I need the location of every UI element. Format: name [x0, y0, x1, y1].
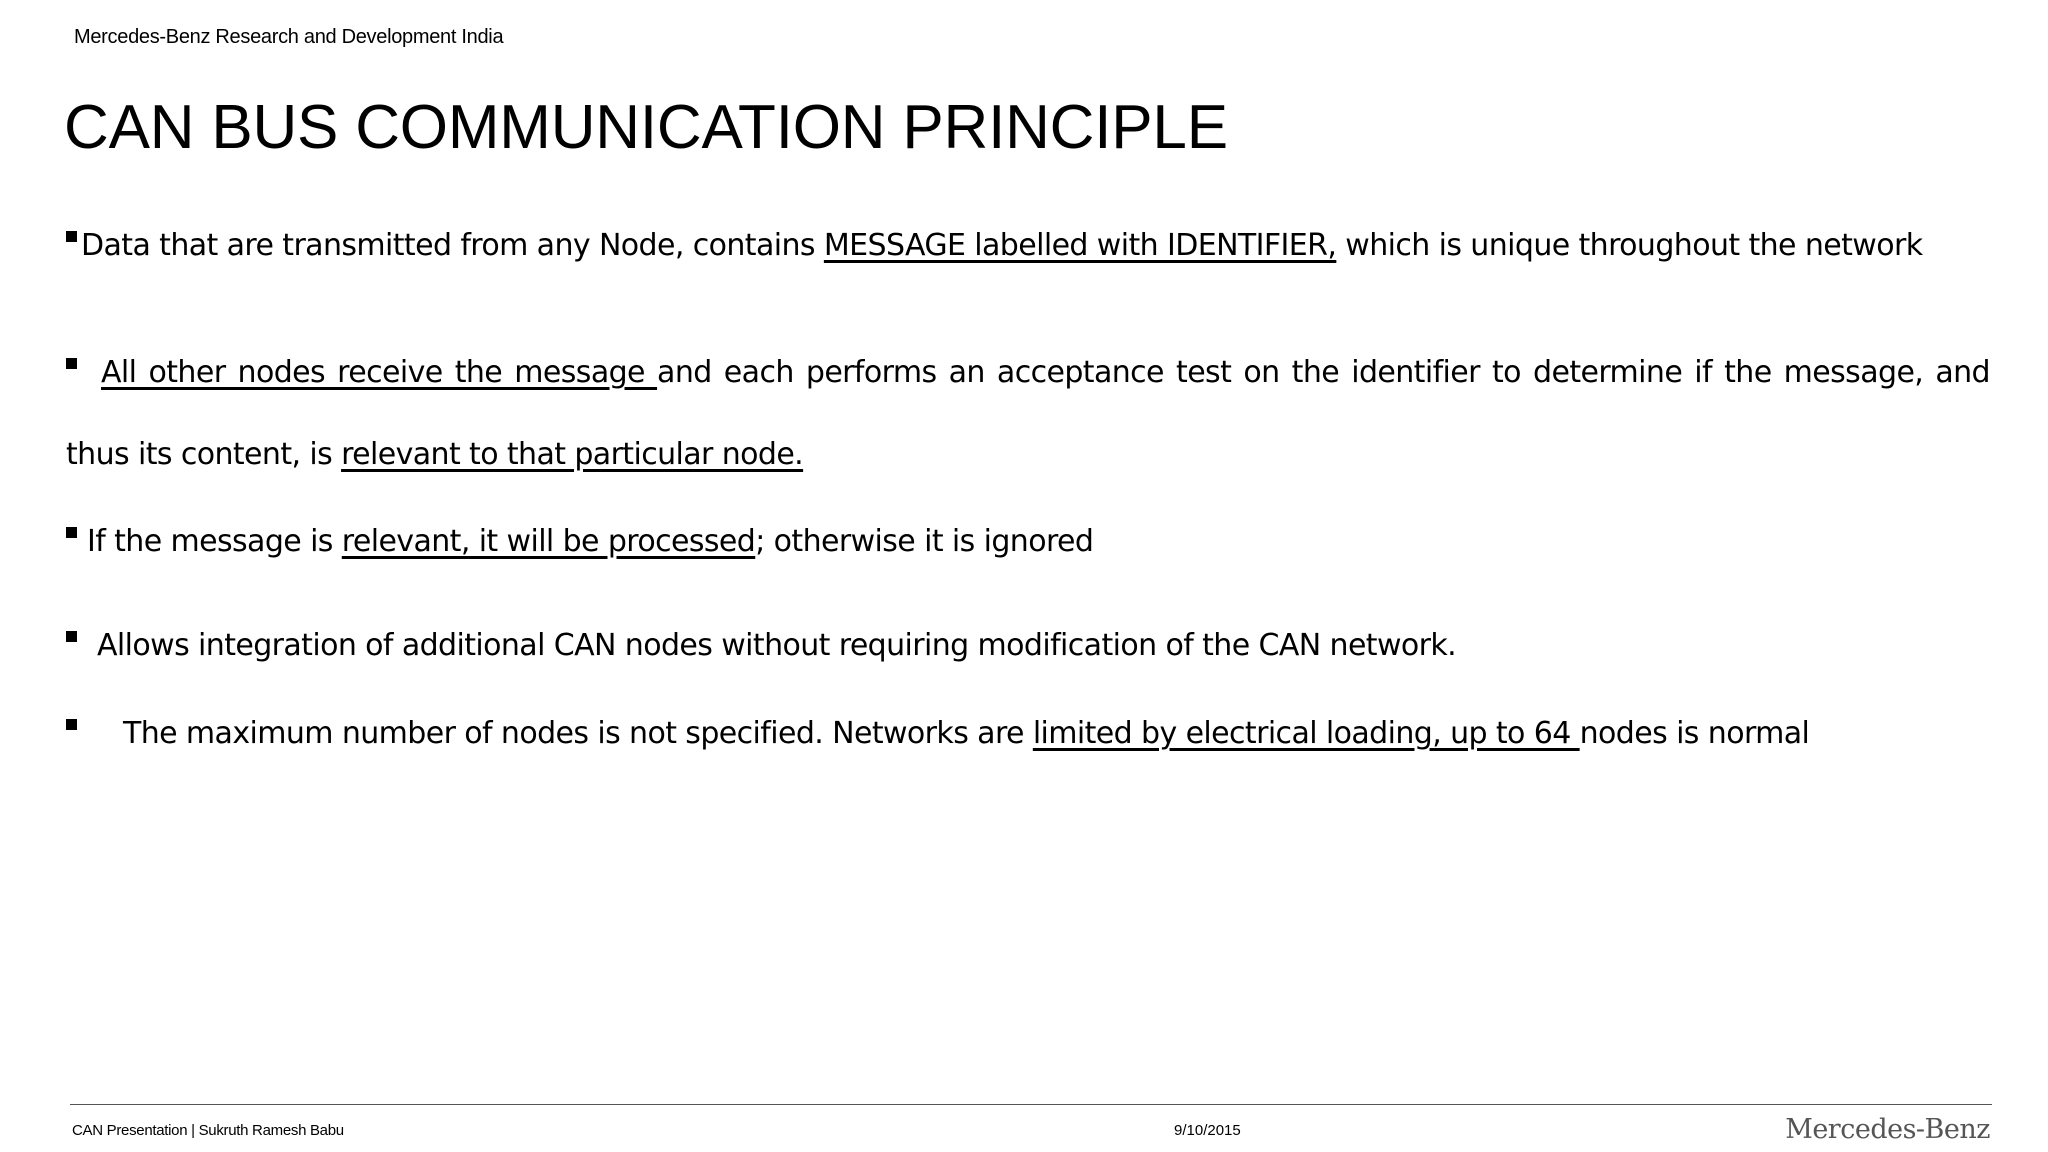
bullet-item-2 [66, 332, 1990, 496]
bullet-item-1 [66, 228, 1922, 263]
bullet-text: Allows integration of additional CAN nodes without requiring modification of the CAN network. [97, 628, 1457, 663]
bullet-underlined-text-2: relevant to that particular node. [341, 437, 804, 472]
bullet-text: Data that are transmitted from any Node, contains [81, 228, 824, 263]
slide-title: CAN BUS COMMUNICATION PRINCIPLE [64, 93, 1228, 162]
bullet-text-end: which is unique throughout the network [1336, 228, 1923, 263]
bullet-square-icon [66, 719, 77, 730]
bullet-underlined-text: MESSAGE labelled with IDENTIFIER, [823, 228, 1337, 263]
footer-presenter: CAN Presentation | Sukruth Ramesh Babu [72, 1122, 344, 1139]
bullet-square-icon [66, 527, 77, 538]
bullet-item-3 [66, 524, 1093, 559]
bullet-text-end: ; otherwise it is ignored [755, 524, 1094, 559]
bullet-item-5 [66, 716, 1809, 751]
bullet-text: and each performs an acceptance test on the identifier to determine if the message, and thus its content, is [66, 355, 1990, 472]
footer-divider [70, 1104, 1992, 1105]
footer-date: 9/10/2015 [1174, 1122, 1241, 1139]
bullet-underlined-text: All other nodes receive the message [101, 355, 658, 390]
bullet-square-icon [66, 358, 77, 369]
bullet-square-icon [66, 231, 77, 242]
bullet-text: The maximum number of nodes is not specified. Networks are [123, 716, 1033, 751]
bullet-text-end: nodes is normal [1579, 716, 1810, 751]
bullet-item-4 [66, 628, 1456, 663]
header-org: Mercedes-Benz Research and Development India [74, 26, 504, 48]
bullet-underlined-text: relevant, it will be processed [341, 524, 756, 559]
bullet-underlined-text: limited by electrical loading, up to 64 [1032, 716, 1580, 751]
bullet-square-icon [66, 631, 77, 642]
bullet-text: If the message is [87, 524, 342, 559]
mercedes-benz-logo: Mercedes-Benz [1785, 1114, 1990, 1145]
